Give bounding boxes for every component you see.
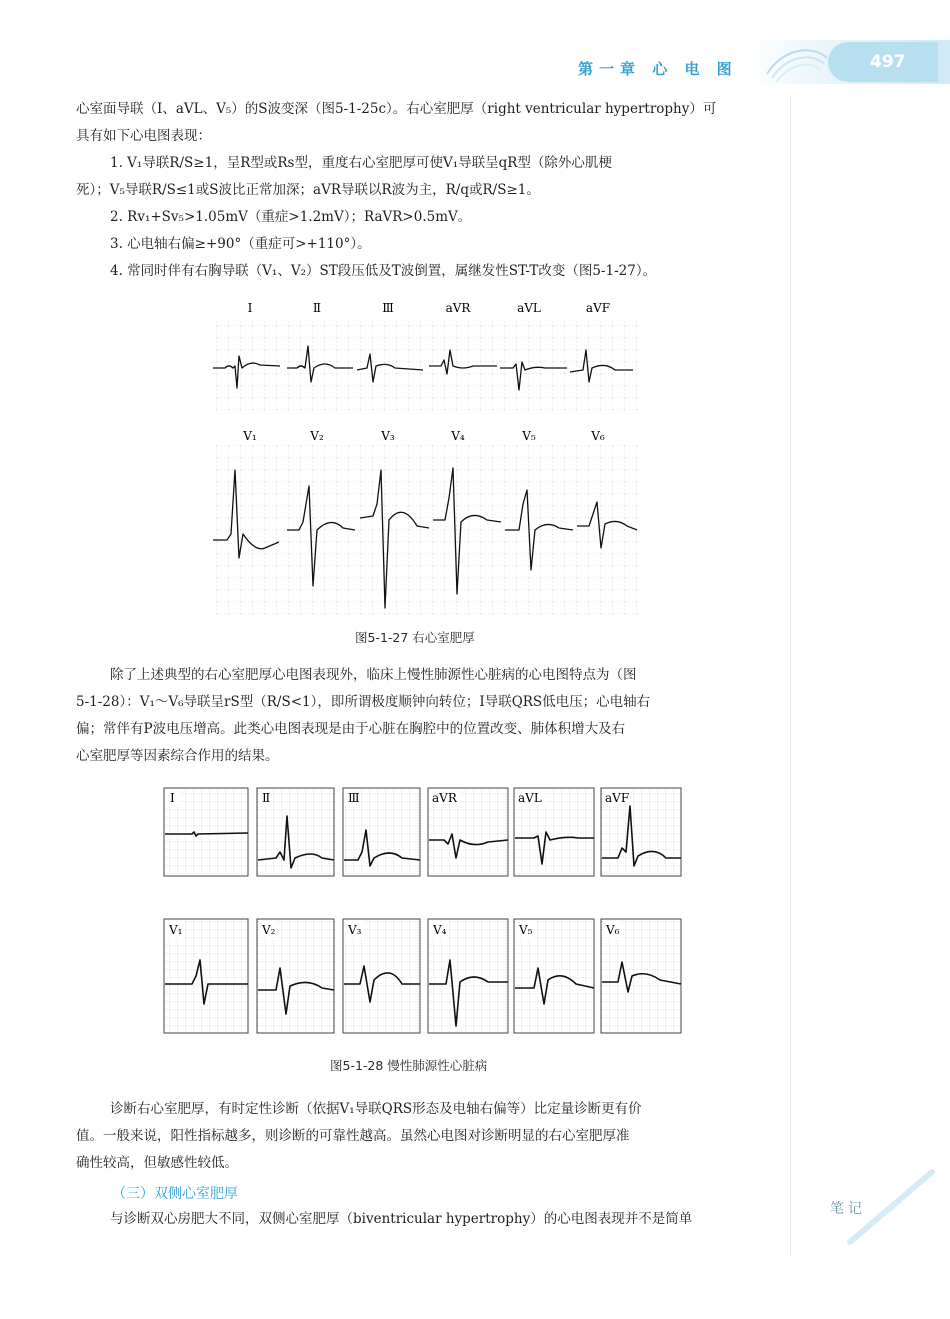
lead-label: Ⅰ <box>170 791 175 805</box>
margin-note: 笔记 <box>830 1201 866 1217</box>
lead-label: V₂ <box>310 429 324 443</box>
text-line: 确性较高，但敏感性较低。 <box>76 1155 238 1171</box>
lead-label: aVF <box>585 301 611 315</box>
lead-label: V₂ <box>262 923 276 937</box>
text-line: 值。一般来说，阳性指标越多，则诊断的可靠性越高。虽然心电图对诊断明显的右心室肥厚准 <box>76 1128 630 1144</box>
lead-label: Ⅰ <box>247 301 253 315</box>
lead-label: Ⅲ <box>382 301 394 315</box>
body-paragraph <box>76 1096 776 1177</box>
lead-label: aVR <box>432 791 457 805</box>
body-paragraph <box>76 1206 776 1233</box>
text-line: 具有如下心电图表现： <box>76 128 211 144</box>
figure-5-1-28-ecg <box>162 786 684 1036</box>
lead-label: V₄ <box>451 429 465 443</box>
lead-label: Ⅱ <box>312 301 322 315</box>
lead-label: V₁ <box>169 923 183 937</box>
criterion-3: 3. 心电轴右偏≥+90°（重症可>+110°）。 <box>110 236 371 252</box>
text-line: 心室面导联（Ⅰ、aVL、V₅）的S波变深（图5-1-25c）。右心室肥厚（right ventricular hypertrophy）可 <box>76 101 717 117</box>
page-number: 497 <box>870 52 906 72</box>
criteria-list <box>76 150 776 285</box>
lead-label: aVL <box>517 301 541 315</box>
lead-label: Ⅱ <box>262 791 271 805</box>
figure-5-1-27-ecg <box>205 290 645 620</box>
lead-label: aVL <box>518 791 542 805</box>
figure-caption: 图5-1-28 慢性肺源性心脏病 <box>330 1058 488 1073</box>
lead-label: V₁ <box>243 429 257 443</box>
criterion-4: 4. 常同时伴有右胸导联（V₁、V₂）ST段压低及T波倒置，属继发性ST-T改变（图5-1-27）。 <box>110 263 657 279</box>
lead-label: Ⅲ <box>348 791 360 805</box>
text-line: 与诊断双心房肥大不同，双侧心室肥厚（biventricular hypertrophy）的心电图表现并不是简单 <box>110 1211 693 1227</box>
swirl-decoration-icon <box>762 44 832 84</box>
text-line: 偏；常伴有P波电压增高。此类心电图表现是由于心脏在胸腔中的位置改变、肺体积增大及右 <box>76 721 626 737</box>
lead-label: V₄ <box>433 923 447 937</box>
text-line: 心室肥厚等因素综合作用的结果。 <box>76 748 279 764</box>
text-line: 诊断右心室肥厚，有时定性诊断（依据V₁导联QRS形态及电轴右偏等）比定量诊断更有价 <box>110 1101 642 1117</box>
section-heading: （三）双侧心室肥厚 <box>112 1186 238 1202</box>
lead-label: V₃ <box>348 923 362 937</box>
criterion-1-line: 1. V₁导联R/S≥1，呈R型或Rs型，重度右心室肥厚可使V₁导联呈qR型（除外心肌梗 <box>110 155 612 171</box>
margin-rule <box>790 96 791 1256</box>
text-line: 除了上述典型的右心室肥厚心电图表现外，临床上慢性肺源性心脏病的心电图特点为（图 <box>110 667 637 683</box>
lead-label: V₃ <box>381 429 395 443</box>
lead-label: V₅ <box>519 923 533 937</box>
lead-label: V₅ <box>522 429 536 443</box>
lead-label: V₆ <box>606 923 620 937</box>
intro-paragraph <box>76 96 776 150</box>
lead-label: aVF <box>605 791 630 805</box>
criterion-1-line: 死）；V₅导联R/S≤1或S波比正常加深；aVR导联以R波为主，R/q或R/S≥1。 <box>76 182 540 198</box>
lead-label: V₆ <box>591 429 605 443</box>
chapter-title: 第一章 心 电 图 <box>578 60 738 78</box>
body-paragraph <box>76 662 776 770</box>
figure-caption: 图5-1-27 右心室肥厚 <box>355 630 475 645</box>
text-line: 5-1-28）：V₁～V₆导联呈rS型（R/S<1），即所谓极度顺钟向转位；Ⅰ导联QRS低电压；心电轴右 <box>76 694 651 710</box>
criterion-2: 2. Rv₁+Sv₅>1.05mV（重症>1.2mV）；RaVR>0.5mV。 <box>110 209 472 225</box>
lead-label: aVR <box>445 301 471 315</box>
